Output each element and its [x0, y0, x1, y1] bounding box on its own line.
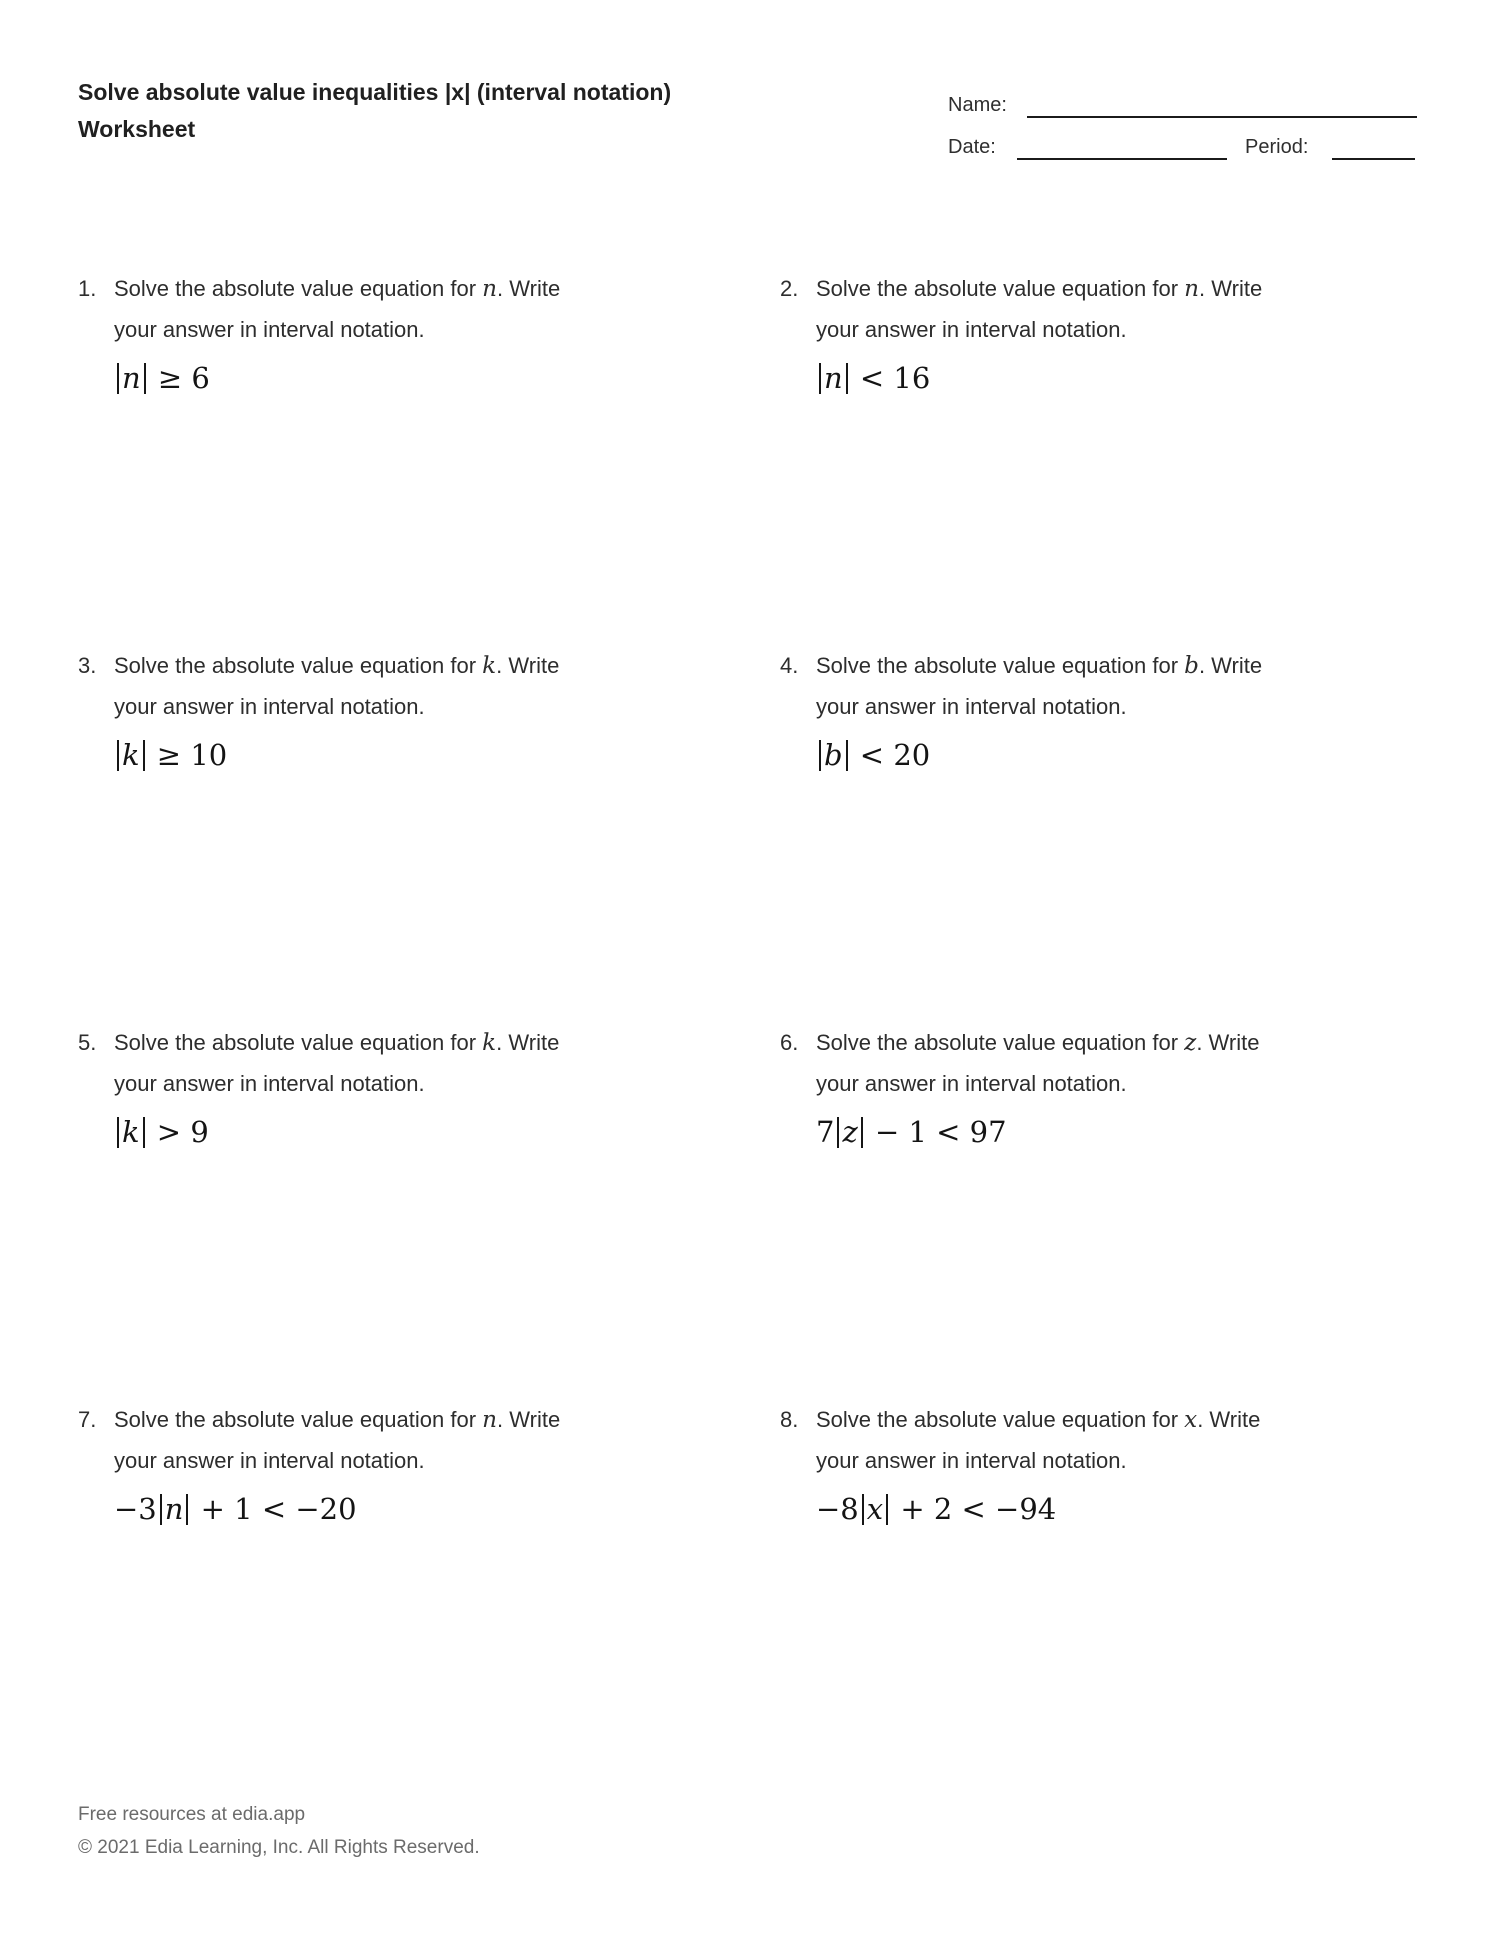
- equation: [816, 738, 1430, 772]
- eq-post: ≥ 6: [148, 361, 210, 395]
- footer-copyright-text: © 2021 Edia Learning, Inc. All Rights Reserved.: [78, 1837, 480, 1858]
- problem-text: Solve the absolute value equation for z. Write your answer in interval notation.: [816, 1030, 1260, 1096]
- eq-variable: n: [164, 1492, 184, 1526]
- eq-variable: z: [842, 1115, 858, 1149]
- abs-bar-icon: [117, 1117, 119, 1148]
- abs-bar-icon: [862, 1494, 864, 1525]
- problem-number: 6.: [780, 1030, 799, 1055]
- abs-bar-icon: [819, 740, 821, 771]
- eq-pre: −3: [114, 1492, 157, 1526]
- equation: [114, 1492, 728, 1526]
- abs-bar-icon: [837, 1117, 839, 1148]
- footer-resources-text: Free resources at edia.app: [78, 1804, 306, 1825]
- problem-number: 4.: [780, 653, 799, 678]
- problem-6: [780, 1022, 1430, 1149]
- abs-bar-icon: [143, 740, 145, 771]
- eq-post: < 16: [850, 361, 931, 395]
- problem-text: Solve the absolute value equation for k. Write your answer in interval notation.: [114, 1030, 560, 1096]
- eq-variable: n: [122, 361, 141, 395]
- problem-7: [78, 1399, 728, 1526]
- eq-variable: k: [122, 738, 140, 772]
- problem-number: 8.: [780, 1407, 799, 1432]
- problem-number: 5.: [78, 1030, 97, 1055]
- problem-text: Solve the absolute value equation for n. Write your answer in interval notation.: [816, 276, 1263, 342]
- problem-2: [780, 268, 1430, 395]
- variable: n: [482, 1407, 498, 1433]
- variable: k: [482, 653, 497, 679]
- page-title: [78, 74, 671, 148]
- abs-bar-icon: [846, 363, 848, 394]
- name-blank-line: [1027, 96, 1417, 118]
- abs-bar-icon: [861, 1117, 863, 1148]
- problem-1: [78, 268, 728, 395]
- eq-variable: x: [866, 1492, 884, 1526]
- problem-text: Solve the absolute value equation for x. Write your answer in interval notation.: [816, 1407, 1261, 1473]
- abs-bar-icon: [144, 363, 146, 394]
- variable: x: [1184, 1407, 1198, 1433]
- equation: [114, 738, 728, 772]
- date-blank-line: [1017, 138, 1227, 160]
- problem-text: Solve the absolute value equation for n. Write your answer in interval notation.: [114, 276, 561, 342]
- eq-post: > 9: [147, 1115, 209, 1149]
- period-blank-line: [1332, 138, 1415, 160]
- problem-number: 2.: [780, 276, 799, 301]
- eq-variable: k: [122, 1115, 140, 1149]
- name-label: Name:: [948, 94, 1007, 116]
- abs-bar-icon: [886, 1494, 888, 1525]
- eq-variable: n: [824, 361, 843, 395]
- problem-8: [780, 1399, 1430, 1526]
- equation: [114, 361, 728, 395]
- abs-bar-icon: [143, 1117, 145, 1148]
- problem-number: 3.: [78, 653, 97, 678]
- eq-pre: −8: [816, 1492, 859, 1526]
- equation: [816, 361, 1430, 395]
- variable: z: [1184, 1030, 1197, 1056]
- equation: [816, 1492, 1430, 1526]
- variable: b: [1184, 653, 1199, 679]
- eq-post: < 20: [850, 738, 931, 772]
- variable: k: [482, 1030, 497, 1056]
- problem-5: [78, 1022, 728, 1149]
- eq-post: + 1 < −20: [191, 1492, 357, 1526]
- abs-bar-icon: [819, 363, 821, 394]
- eq-post: ≥ 10: [147, 738, 228, 772]
- eq-post: − 1 < 97: [865, 1115, 1007, 1149]
- abs-bar-icon: [186, 1494, 188, 1525]
- problem-4: [780, 645, 1430, 772]
- eq-pre: 7: [816, 1115, 835, 1149]
- problem-number: 1.: [78, 276, 97, 301]
- problem-3: [78, 645, 728, 772]
- abs-bar-icon: [160, 1494, 162, 1525]
- abs-bar-icon: [117, 363, 119, 394]
- problem-text: Solve the absolute value equation for b. Write your answer in interval notation.: [816, 653, 1263, 719]
- period-label: Period:: [1245, 136, 1309, 158]
- eq-variable: b: [824, 738, 843, 772]
- equation: [114, 1115, 728, 1149]
- eq-post: + 2 < −94: [891, 1492, 1057, 1526]
- abs-bar-icon: [117, 740, 119, 771]
- date-label: Date:: [948, 136, 996, 158]
- abs-bar-icon: [846, 740, 848, 771]
- footer: [78, 1798, 480, 1864]
- title-line1: Solve absolute value inequalities |x| (interval notation): [78, 79, 672, 105]
- variable: n: [1184, 276, 1200, 302]
- variable: n: [482, 276, 498, 302]
- problem-text: Solve the absolute value equation for n. Write your answer in interval notation.: [114, 1407, 561, 1473]
- problem-number: 7.: [78, 1407, 97, 1432]
- title-line2: Worksheet: [78, 116, 196, 142]
- problem-text: Solve the absolute value equation for k. Write your answer in interval notation.: [114, 653, 560, 719]
- equation: [816, 1115, 1430, 1149]
